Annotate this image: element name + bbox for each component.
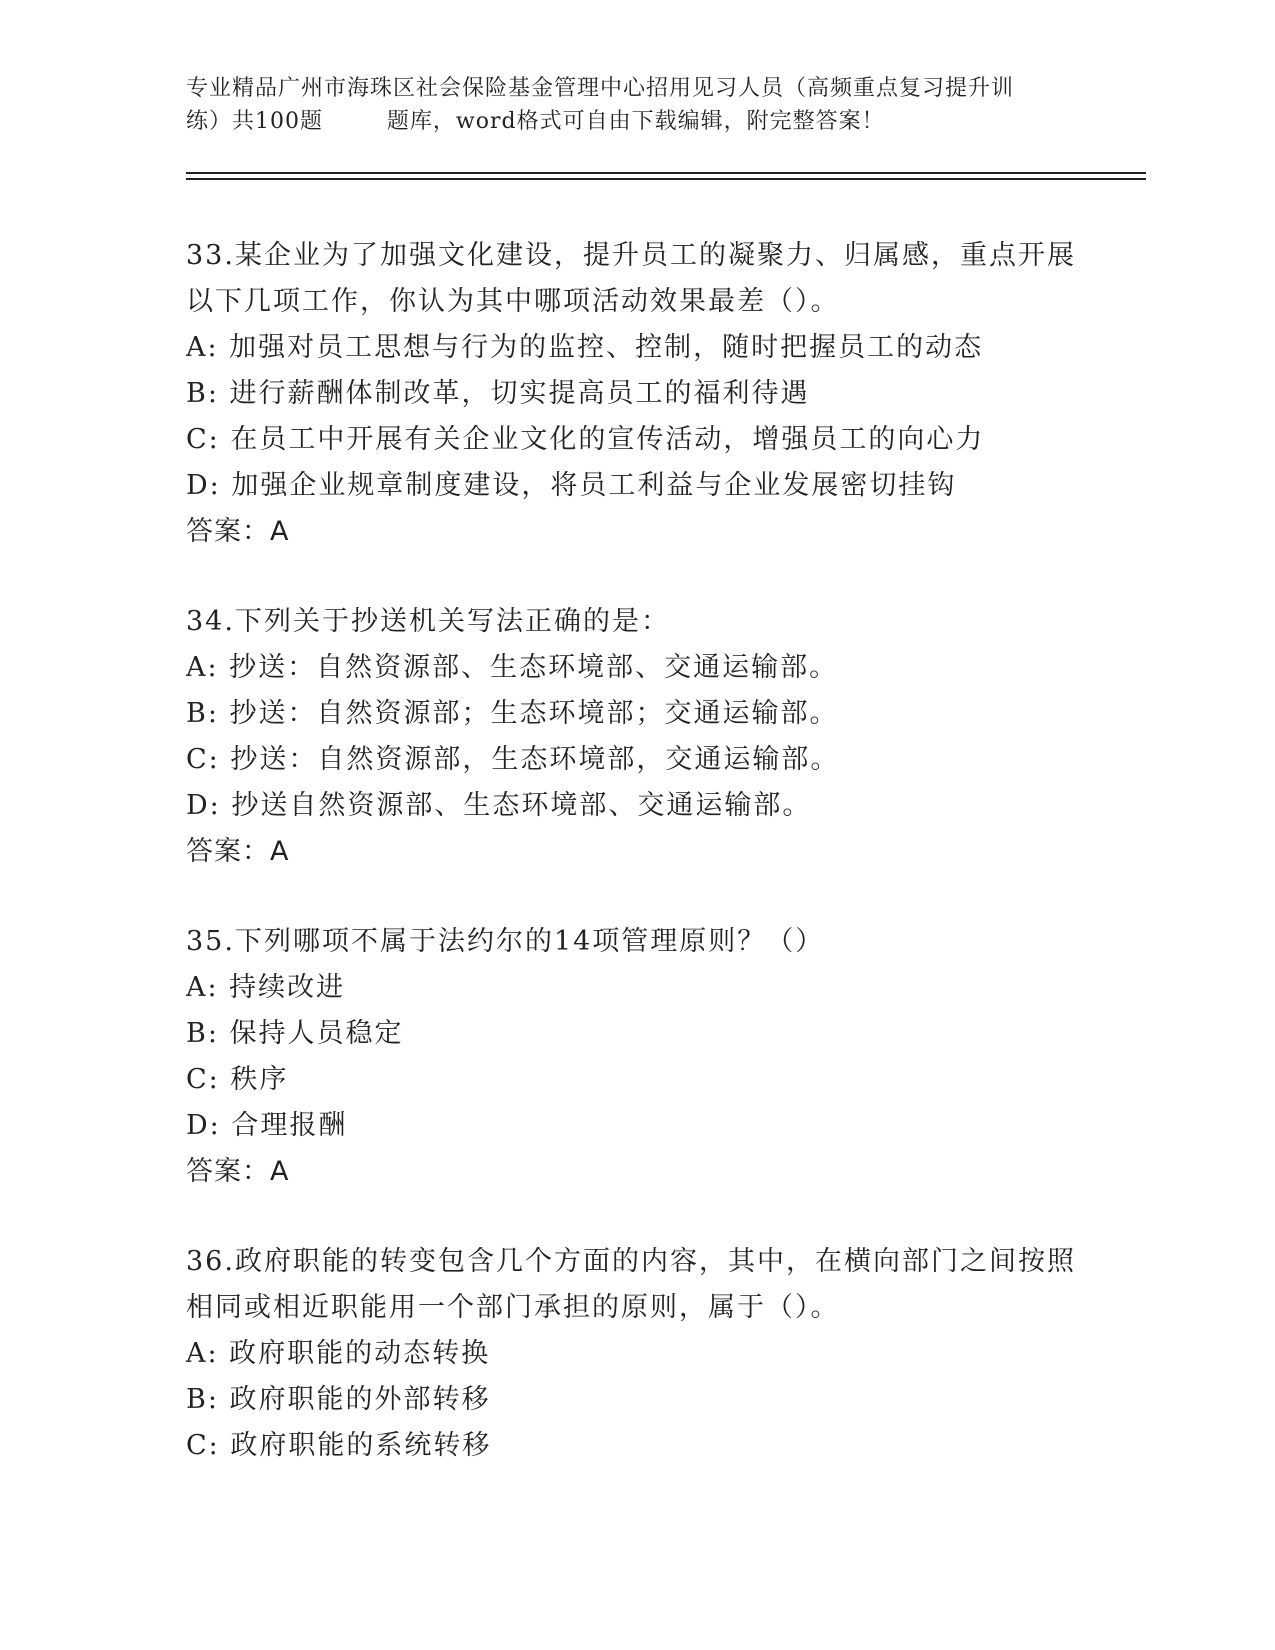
question-text: 36.政府职能的转变包含几个方面的内容，其中，在横向部门之间按照相同或相近职能用一个部门承担的原则，属于（）。 [186, 1246, 1076, 1323]
header-title-line-1: 专业精品广州市海珠区社会保险基金管理中心招用见习人员（高频重点复习提升训 [186, 76, 1015, 101]
question-33 [186, 233, 1086, 555]
header-divider-top [186, 172, 1146, 174]
option-d: D: 抄送自然资源部、生态环境部、交通运输部。 [186, 790, 812, 821]
question-text: 35.下列哪项不属于法约尔的14项管理原则？（） [186, 926, 825, 957]
page-header [186, 72, 1086, 138]
option-c: C: 抄送：自然资源部，生态环境部，交通运输部。 [186, 744, 840, 775]
option-a: A: 持续改进 [186, 972, 346, 1003]
answer-label: 答案：A [186, 836, 290, 867]
option-a: A: 抄送：自然资源部、生态环境部、交通运输部。 [186, 652, 839, 683]
question-35 [186, 919, 1086, 1195]
option-d: D: 加强企业规章制度建设，将员工利益与企业发展密切挂钩 [186, 470, 957, 501]
option-b: B: 进行薪酬体制改革，切实提高员工的福利待遇 [186, 378, 810, 409]
answer-label: 答案：A [186, 1156, 290, 1187]
question-list [186, 233, 1086, 1513]
question-34 [186, 599, 1086, 875]
header-title-line-2: 练）共100题 题库，word格式可自由下载编辑，附完整答案！ [186, 109, 885, 134]
question-text: 34.下列关于抄送机关写法正确的是： [186, 606, 670, 637]
option-c: C: 在员工中开展有关企业文化的宣传活动，增强员工的向心力 [186, 424, 985, 455]
answer-label: 答案：A [186, 516, 290, 547]
option-b: B: 政府职能的外部转移 [186, 1384, 491, 1415]
option-b: B: 保持人员稳定 [186, 1018, 404, 1049]
option-b: B: 抄送：自然资源部；生态环境部；交通运输部。 [186, 698, 839, 729]
header-divider-bottom [186, 178, 1146, 180]
option-c: C: 政府职能的系统转移 [186, 1430, 492, 1461]
option-a: A: 政府职能的动态转换 [186, 1338, 491, 1369]
question-36 [186, 1239, 1086, 1469]
question-text: 33.某企业为了加强文化建设，提升员工的凝聚力、归属感，重点开展以下几项工作，你认为其中哪项活动效果最差（）。 [186, 240, 1076, 317]
option-c: C: 秩序 [186, 1064, 289, 1095]
option-d: D: 合理报酬 [186, 1110, 348, 1141]
option-a: A: 加强对员工思想与行为的监控、控制，随时把握员工的动态 [186, 332, 984, 363]
